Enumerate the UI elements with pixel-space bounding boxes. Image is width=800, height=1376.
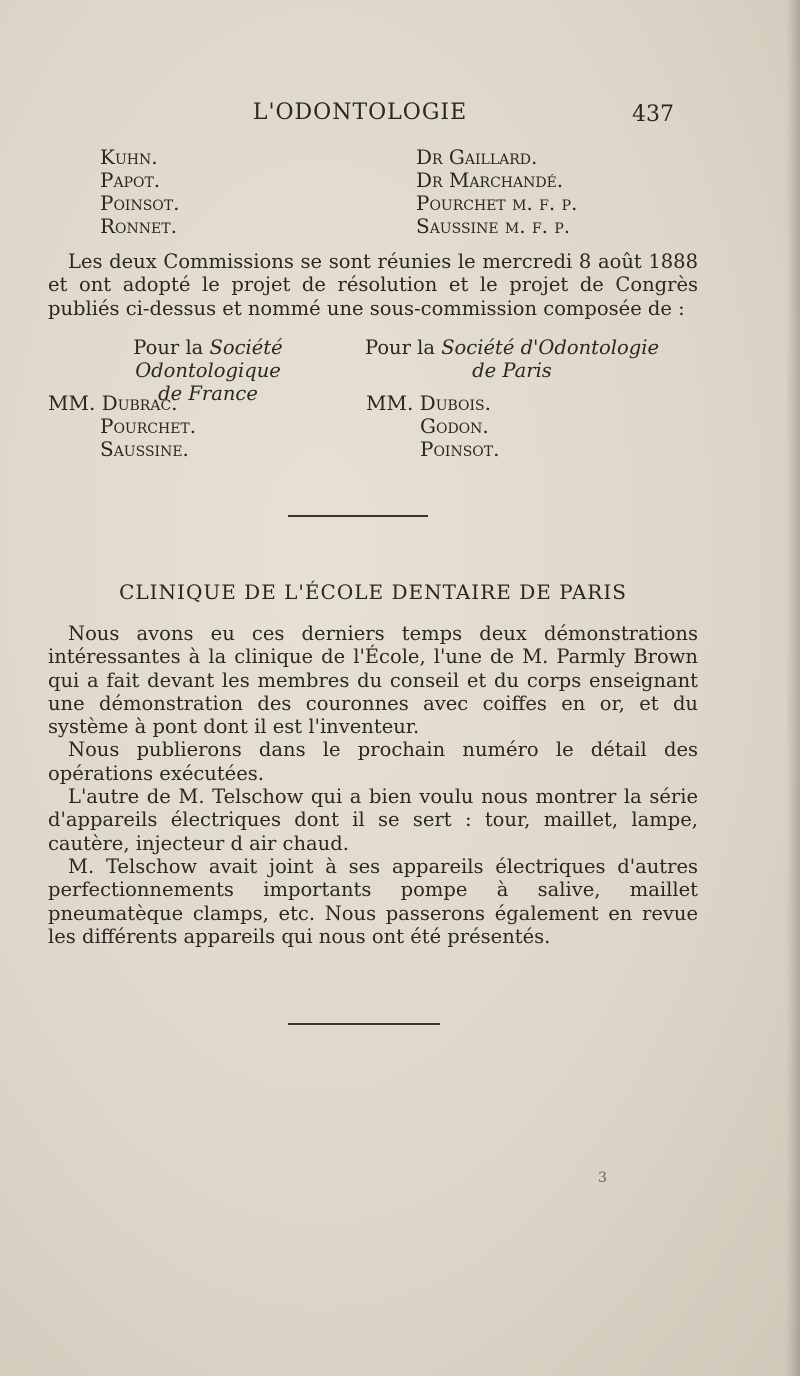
society-prefix: Pour la [133,336,210,359]
section-divider [288,515,428,517]
end-divider [288,1023,440,1025]
page-edge-shadow [786,0,800,1376]
running-head: L'ODONTOLOGIE [252,100,468,125]
paragraph-text: M. Telschow avait joint à ses appareils électriques d'autres perfectionnements importants pompe à salive, maillet pneumatèque clamps, etc. Nous passerons également en revue les différents appareils qui nous ont été présentés. [48,854,698,948]
section-body [48,622,698,948]
society-heading-right [352,336,672,382]
page-number: 437 [632,102,674,127]
society-city: de Paris [472,359,552,382]
member-name: Papot. [100,168,161,192]
members-list-left [100,146,179,238]
member-name: Pourchet m. f. p. [416,191,578,215]
subcommission-left [48,392,196,461]
member-name: Kuhn. [100,145,158,169]
paragraph-text: Nous publierons dans le prochain numéro le détail des opérations exécutées. [48,738,698,785]
paragraph-text: Nous avons eu ces derniers temps deux démonstrations intéressantes à la clinique de l'École, l'une de M. Parmly Brown qui a fait devant les membres du conseil et du corps enseignant une démonstration des couronnes avec coiffes en or, et du système à pont dont il est l'inventeur. [48,622,698,739]
section-title: CLINIQUE DE L'ÉCOLE DENTAIRE DE PARIS [119,580,627,604]
member-name: Poinsot. [420,437,500,461]
member-name: MM. Dubrac. [48,391,178,415]
paragraph-text: Les deux Commissions se sont réunies le mercredi 8 août 1888 et ont adopté le projet de résolution et le projet de Congrès publiés ci-dessus et nommé une sous-commission composée de : [48,250,698,320]
paragraph-text: L'autre de M. Telschow qui a bien voulu nous montrer la série d'appareils électriques dont il se sert : tour, maillet, lampe, cautère, injecteur d air chaud. [48,785,698,855]
member-name: Dr Marchandé. [416,168,564,192]
member-name: Saussine. [100,437,189,461]
society-prefix: Pour la [364,336,442,359]
member-name: MM. Dubois. [366,391,492,415]
member-name: Dr Gaillard. [416,145,538,169]
commission-paragraph [48,250,698,320]
member-name: Poinsot. [100,191,180,215]
member-name: Saussine m. f. p. [416,214,571,238]
society-name: Société Odontologique [135,336,283,382]
member-name: Pourchet. [100,414,197,438]
subcommission-right [366,392,499,461]
society-name: Société d'Odontologie [441,336,659,359]
member-name: Godon. [420,414,489,438]
footer-mark: 3 [598,1170,607,1186]
society-country: de France [158,382,258,405]
member-name: Ronnet. [100,214,177,238]
members-list-right [416,146,577,238]
